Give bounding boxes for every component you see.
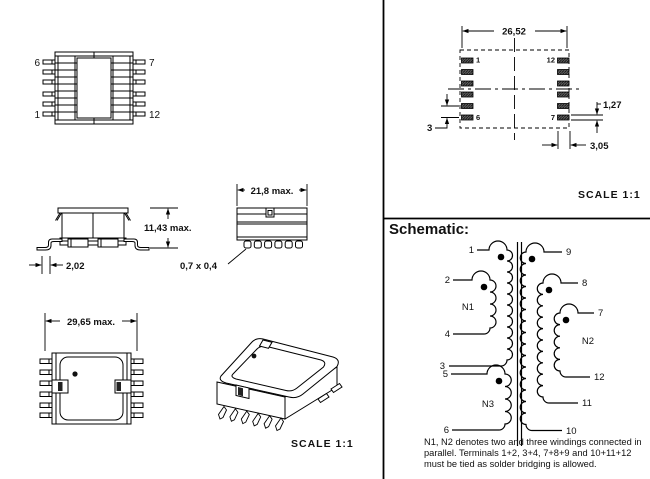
winding-2-4 [453, 271, 496, 334]
pin1-marker-dot [72, 371, 77, 376]
pad-width-label: 3,05 [590, 141, 609, 152]
winding-n2-label: N2 [581, 336, 595, 347]
end-view-feet [244, 241, 303, 248]
gull-lead-left [37, 239, 62, 250]
pin1-label: 1 [34, 110, 40, 121]
svg-text:6: 6 [443, 425, 449, 436]
panel-dividers [384, 0, 650, 479]
svg-text:11: 11 [582, 398, 592, 409]
width-dim-label: 21,8 max. [250, 186, 294, 197]
pin7-label: 7 [149, 58, 155, 69]
svg-text:8: 8 [582, 278, 588, 289]
pin12-label: 12 [149, 110, 161, 121]
svg-text:4: 4 [444, 329, 450, 340]
lead-size-dim-label: 0,7 x 0,4 [180, 261, 217, 272]
bottom-view [40, 313, 143, 424]
note-line-3: must be tied as solder bridging is allowed. [424, 458, 597, 469]
pad12-label: 12 [546, 55, 555, 65]
lead-size-leader [228, 249, 246, 264]
winding-n3-label: N3 [481, 399, 495, 410]
svg-text:5: 5 [442, 369, 448, 380]
schematic-note [424, 437, 649, 469]
pin6-label: 6 [34, 58, 40, 69]
svg-text:7: 7 [598, 308, 604, 319]
iso-pin1-dot [252, 354, 257, 359]
width-dim-label: 29,65 max. [66, 317, 116, 328]
pad1-label: 1 [476, 55, 481, 65]
pad7-label: 7 [550, 113, 555, 122]
side-view [29, 208, 192, 274]
pad6-label: 6 [476, 113, 481, 122]
svg-text:1: 1 [468, 245, 474, 256]
pad-height-label: 1,27 [603, 100, 622, 111]
schematic-diagram [440, 241, 605, 446]
winding-5-6 [451, 365, 511, 430]
svg-text:10: 10 [566, 426, 577, 437]
pad-height-dimension [571, 102, 603, 133]
schematic-heading: Schematic: [389, 221, 470, 238]
package-top-view [34, 52, 160, 124]
winding-1-3 [449, 241, 513, 366]
land-pattern [427, 26, 641, 201]
svg-text:2: 2 [444, 275, 450, 286]
overall-width-label: 26,52 [502, 26, 526, 38]
pad-pitch-label: 3 [427, 123, 433, 134]
pad-width-dimension [542, 131, 586, 149]
isometric-view [217, 339, 342, 431]
land-pattern-scale-label: SCALE 1:1 [578, 189, 641, 201]
svg-text:12: 12 [594, 372, 605, 383]
svg-text:9: 9 [566, 247, 572, 258]
left-panel-scale-label: SCALE 1:1 [291, 438, 354, 450]
height-dim-label: 11,43 max. [144, 223, 192, 234]
note-line-2: parallel. Terminals 1+2, 3+4, 7+8+9 and 10+11+12 [424, 447, 632, 458]
pad-pitch-dimension [435, 94, 459, 128]
winding-8-11 [537, 274, 578, 403]
svg-text:3: 3 [439, 361, 445, 372]
lead-width-dimension [29, 256, 63, 274]
gull-lead-right [124, 239, 149, 250]
end-view [180, 184, 307, 272]
winding-9-10 [520, 243, 562, 431]
lead-width-dim-label: 2,02 [66, 261, 85, 272]
note-line-1: N1, N2 denotes two and three windings connected in [424, 437, 642, 447]
winding-n1-label: N1 [461, 302, 475, 313]
